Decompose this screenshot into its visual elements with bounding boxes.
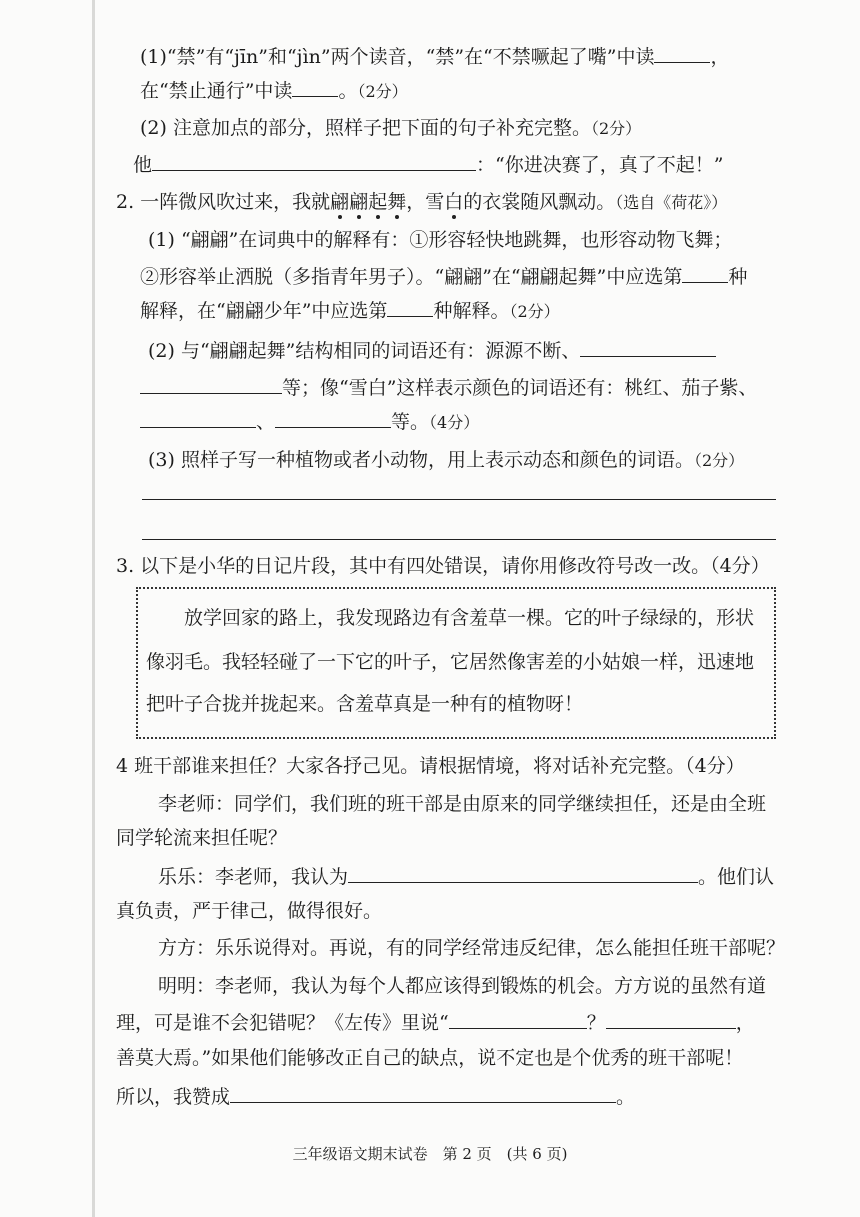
q1-sub2-line: (2) 注意加点的部分，照样子把下面的句子补充完整。（2分） [140, 117, 642, 139]
answer-blank[interactable] [292, 76, 338, 97]
answer-line[interactable] [142, 499, 776, 500]
answer-blank[interactable] [140, 407, 256, 428]
q2-stem: 2. 一阵微风吹过来，我就翩翩起舞，雪白的衣裳随风飘动。（选自《荷花》） [116, 191, 728, 213]
diary-line: 把叶子合拢并拢起来。含羞草真是一种有的植物呀！ [146, 693, 584, 715]
dialog-line: 所以，我赞成 。 [116, 1082, 635, 1111]
q1-sub2-fill-line: 他 ：“你进决赛了，真了不起！” [133, 150, 723, 179]
q2-sub2-line2: 等；像“雪白”这样表示颜色的词语还有：桃红、茄子紫、 [140, 373, 757, 402]
dialog-line: 真负责，严于律己，做得很好。 [116, 900, 383, 922]
dialog-line: 方方：乐乐说得对。再说，有的同学经常违反纪律，怎么能担任班干部呢？ [158, 937, 786, 959]
answer-blank[interactable] [606, 1008, 736, 1029]
q1-sub1-line1: (1)“禁”有“jīn”和“jìn”两个读音，“禁”在“不禁噘起了嘴”中读 ， [140, 42, 729, 71]
q2-sub2-line3: 、 等。（4分） [140, 407, 479, 437]
score-label: （4分） [429, 413, 480, 432]
page-edge-shadow [92, 0, 95, 1217]
q2-sub1-line1: (1) “翩翩”在词典中的解释有：①形容轻快地跳舞，也形容动物飞舞； [148, 229, 733, 251]
answer-blank[interactable] [275, 407, 391, 428]
dialog-line: 明明：李老师，我认为每个人都应该得到锻炼的机会。方方说的虽然有道 [158, 975, 767, 997]
q2-sub1-line2: ②形容举止洒脱（多指青年男子）。“翩翩”在“翩翩起舞”中应选第 种 [140, 262, 747, 291]
answer-blank[interactable] [682, 262, 728, 283]
answer-blank[interactable] [654, 42, 710, 63]
q3-title: 3. 以下是小华的日记片段，其中有四处错误，请你用修改符号改一改。（4分） [116, 555, 770, 577]
source-label: （选自《荷花》） [615, 193, 728, 212]
page-footer: 三年级语文期末试卷 第 2 页 (共 6 页) [292, 1145, 568, 1163]
score-label: （2分） [509, 302, 560, 321]
dialog-line: 善莫大焉。”如果他们能够改正自己的缺点，说不定也是个优秀的班干部呢！ [116, 1047, 744, 1069]
answer-blank[interactable] [348, 862, 698, 883]
q2-sub1-line3: 解释，在“翩翩少年”中应选第 种解释。（2分） [140, 296, 560, 326]
answer-line[interactable] [142, 539, 776, 540]
score-label: （2分） [590, 119, 642, 138]
dialog-line: 同学轮流来担任呢？ [116, 827, 288, 849]
q1-sub1-line2: 在“禁止通行”中读 。（2分） [140, 76, 408, 106]
score-label: （2分） [357, 82, 408, 101]
dialog-line: 李老师：同学们，我们班的班干部是由原来的同学继续担任，还是由全班 [158, 793, 767, 815]
q4-title: 4 班干部谁来担任？大家各抒己见。请根据情境，将对话补充完整。（4分） [116, 755, 745, 777]
answer-blank[interactable] [230, 1082, 616, 1103]
q2-sub3-line: (3) 照样子写一种植物或者小动物，用上表示动态和颜色的词语。（2分） [148, 449, 745, 471]
answer-blank[interactable] [387, 296, 433, 317]
score-label: （2分） [693, 451, 745, 470]
diary-line: 像羽毛。我轻轻碰了一下它的叶子，它居然像害差的小姑娘一样，迅速地 [146, 651, 755, 673]
q2-sub2-line1: (2) 与“翩翩起舞”结构相同的词语还有：源源不断、 [148, 336, 716, 365]
diary-line: 放学回家的路上，我发现路边有含羞草一棵。它的叶子绿绿的，形状 [184, 607, 755, 629]
answer-blank[interactable] [580, 336, 716, 357]
dialog-line: 理，可是谁不会犯错呢？《左传》里说“ ？ ， [116, 1008, 755, 1037]
answer-blank[interactable] [449, 1008, 587, 1029]
answer-blank[interactable] [152, 150, 476, 171]
answer-blank[interactable] [140, 373, 282, 394]
dialog-line: 乐乐：李老师，我认为 。他们认 [158, 862, 774, 891]
